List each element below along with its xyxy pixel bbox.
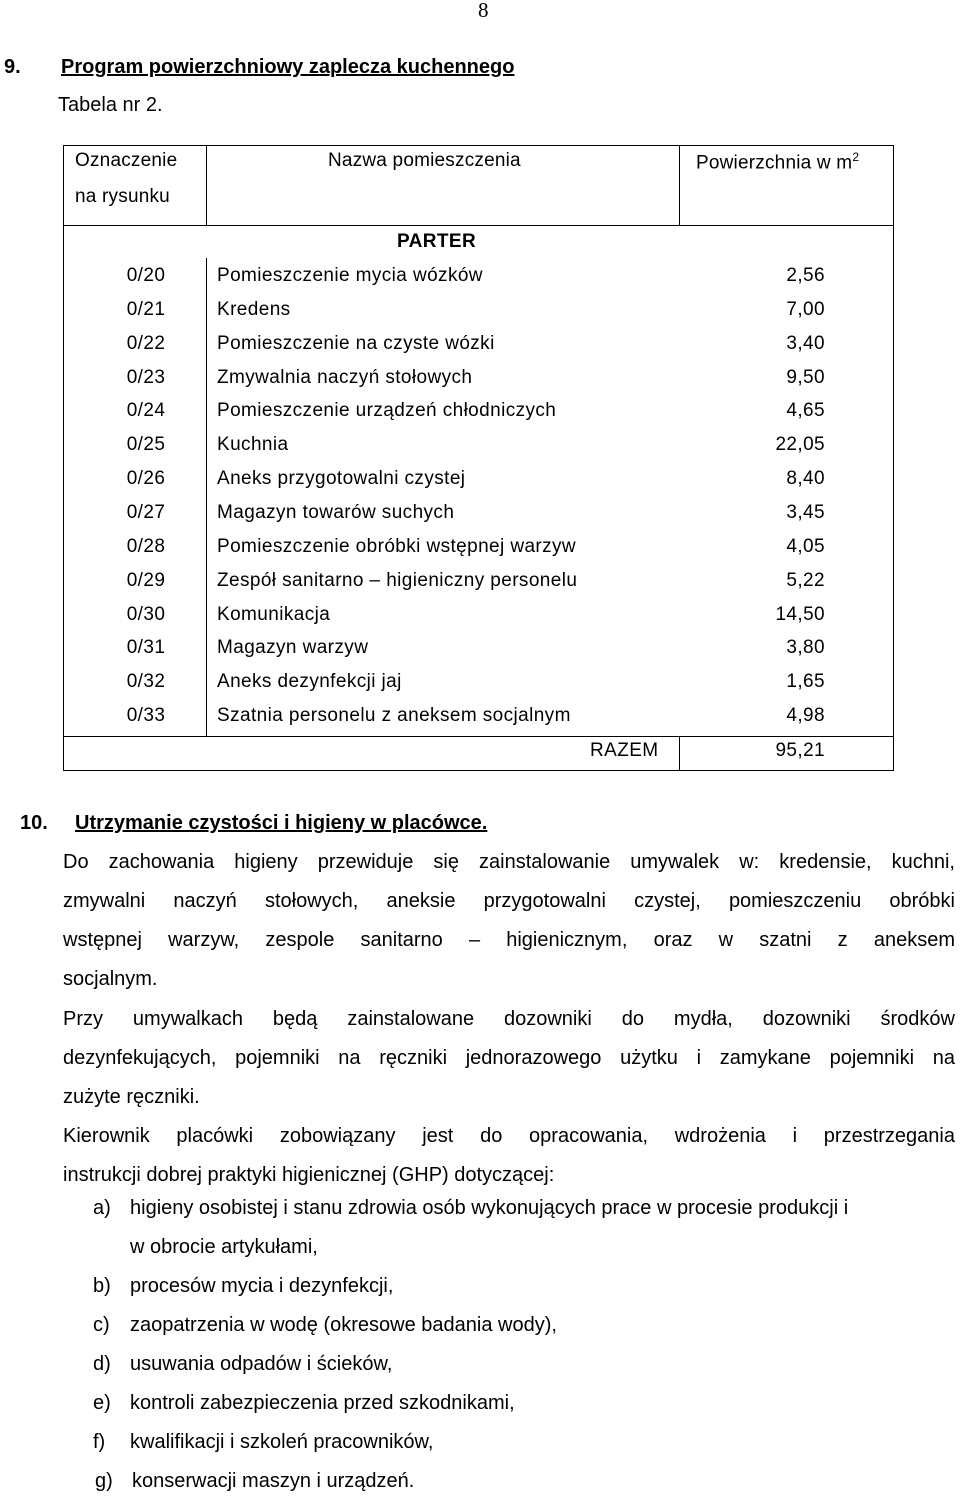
row-room-name: Kredens: [217, 299, 291, 320]
list-item-text: usuwania odpadów i ścieków,: [130, 1353, 393, 1375]
row-area: 4,65: [786, 400, 825, 421]
row-room-name: Szatnia personelu z aneksem socjalnym: [217, 705, 571, 726]
page-number: 8: [478, 0, 489, 22]
header-name: Nazwa pomieszczenia: [328, 150, 521, 171]
row-room-name: Pomieszczenie na czyste wózki: [217, 333, 495, 354]
table-border-top: [63, 145, 894, 146]
row-area: 14,50: [775, 604, 825, 625]
list-marker: a): [93, 1197, 111, 1219]
header-area: [696, 150, 859, 174]
paragraph-line: zużyte ręczniki.: [63, 1086, 200, 1108]
paragraph-line: socjalnym.: [63, 968, 158, 990]
row-room-name: Aneks przygotowalni czystej: [217, 468, 466, 489]
row-code: 0/29: [126, 570, 166, 591]
section-9-heading: [4, 56, 515, 79]
header-area-label: Powierzchnia w m: [696, 152, 853, 174]
row-code: 0/32: [126, 671, 166, 692]
row-code: 0/23: [126, 367, 166, 388]
paragraph-line: Kierownik placówki zobowiązany jest do opracowania, wdrożenia i przestrzegania: [63, 1125, 955, 1147]
row-area: 3,45: [786, 502, 825, 523]
row-code: 0/31: [126, 637, 166, 658]
row-room-name: Magazyn warzyw: [217, 637, 369, 658]
row-code: 0/33: [126, 705, 166, 726]
row-area: 22,05: [775, 434, 825, 455]
paragraph-line: Przy umywalkach będą zainstalowane dozowniki do mydła, dozowniki środków: [63, 1008, 955, 1030]
row-code: 0/25: [126, 434, 166, 455]
row-area: 2,56: [786, 265, 825, 286]
row-room-name: Pomieszczenie mycia wózków: [217, 265, 483, 286]
paragraph-line: instrukcji dobrej praktyki higienicznej (GHP) dotyczącej:: [63, 1164, 555, 1186]
table-border-bottom: [63, 770, 894, 771]
row-code: 0/21: [126, 299, 166, 320]
list-item-text: procesów mycia i dezynfekcji,: [130, 1275, 394, 1297]
section-9-title: Program powierzchniowy zaplecza kuchennego: [61, 56, 515, 78]
row-code: 0/30: [126, 604, 166, 625]
list-marker: b): [93, 1275, 111, 1297]
list-item-text: w obrocie artykułami,: [130, 1236, 318, 1258]
table-total-divider: [63, 736, 894, 737]
list-item-text: zaopatrzenia w wodę (okresowe badania wody),: [130, 1314, 557, 1336]
row-room-name: Zespół sanitarno – higieniczny personelu: [217, 570, 578, 591]
total-label: RAZEM: [590, 740, 659, 761]
row-code: 0/28: [126, 536, 166, 557]
paragraph-ghp: [63, 1117, 955, 1195]
list-marker: g): [95, 1470, 113, 1492]
table-col-divider-2-total: [679, 736, 680, 771]
row-code: 0/20: [126, 265, 166, 286]
header-code-line1: Oznaczenie: [75, 150, 178, 171]
row-area: 4,98: [786, 705, 825, 726]
row-area: 8,40: [786, 468, 825, 489]
list-marker: c): [93, 1314, 110, 1336]
paragraph-dispensers: [63, 1000, 955, 1117]
list-item-text: konserwacji maszyn i urządzeń.: [132, 1470, 415, 1492]
table-caption: Tabela nr 2.: [58, 94, 163, 116]
group-label: PARTER: [397, 231, 477, 252]
section-10-heading: [20, 812, 488, 835]
header-code-line2: na rysunku: [75, 186, 170, 207]
row-area: 3,80: [786, 637, 825, 658]
row-area: 9,50: [786, 367, 825, 388]
row-room-name: Komunikacja: [217, 604, 331, 625]
paragraph-line: zmywalni naczyń stołowych, aneksie przygotowalni czystej, pomieszczeniu obróbki: [63, 890, 955, 912]
table-col-divider-2-header: [679, 145, 680, 226]
table-border-left: [63, 145, 64, 771]
paragraph-line: wstępnej warzyw, zespole sanitarno – higienicznym, oraz w szatni z aneksem: [63, 929, 955, 951]
row-code: 0/27: [126, 502, 166, 523]
row-room-name: Pomieszczenie obróbki wstępnej warzyw: [217, 536, 577, 557]
total-value: 95,21: [775, 740, 825, 761]
section-10-title: Utrzymanie czystości i higieny w placówce.: [75, 812, 488, 834]
list-item-text: kwalifikacji i szkoleń pracowników,: [130, 1431, 434, 1453]
paragraph-handwashing: [63, 843, 955, 999]
paragraph-line: dezynfekujących, pojemniki na ręczniki jednorazowego użytku i zamykane pojemniki na: [63, 1047, 955, 1069]
table-col-divider-1-body: [206, 258, 207, 737]
list-marker: d): [93, 1353, 111, 1375]
row-room-name: Zmywalnia naczyń stołowych: [217, 367, 473, 388]
row-code: 0/22: [126, 333, 166, 354]
row-area: 5,22: [786, 570, 825, 591]
header-area-superscript: 2: [852, 150, 860, 164]
table-header-divider: [63, 225, 894, 226]
row-code: 0/24: [126, 400, 166, 421]
row-area: 3,40: [786, 333, 825, 354]
row-area: 4,05: [786, 536, 825, 557]
list-marker: e): [93, 1392, 111, 1414]
row-room-name: Magazyn towarów suchych: [217, 502, 455, 523]
row-room-name: Aneks dezynfekcji jaj: [217, 671, 402, 692]
row-area: 1,65: [786, 671, 825, 692]
section-9-number: 9.: [4, 56, 21, 78]
row-area: 7,00: [786, 299, 825, 320]
row-room-name: Pomieszczenie urządzeń chłodniczych: [217, 400, 557, 421]
section-10-number: 10.: [20, 812, 48, 834]
table-border-right: [893, 145, 894, 771]
table-col-divider-1-header: [206, 145, 207, 226]
row-code: 0/26: [126, 468, 166, 489]
list-item-text: kontroli zabezpieczenia przed szkodnikami,: [130, 1392, 515, 1414]
list-item-text: higieny osobistej i stanu zdrowia osób wykonujących prace w procesie produkcji i: [130, 1197, 849, 1219]
paragraph-line: Do zachowania higieny przewiduje się zainstalowanie umywalek w: kredensie, kuchni,: [63, 851, 955, 873]
list-marker: f): [93, 1431, 106, 1453]
row-room-name: Kuchnia: [217, 434, 289, 455]
